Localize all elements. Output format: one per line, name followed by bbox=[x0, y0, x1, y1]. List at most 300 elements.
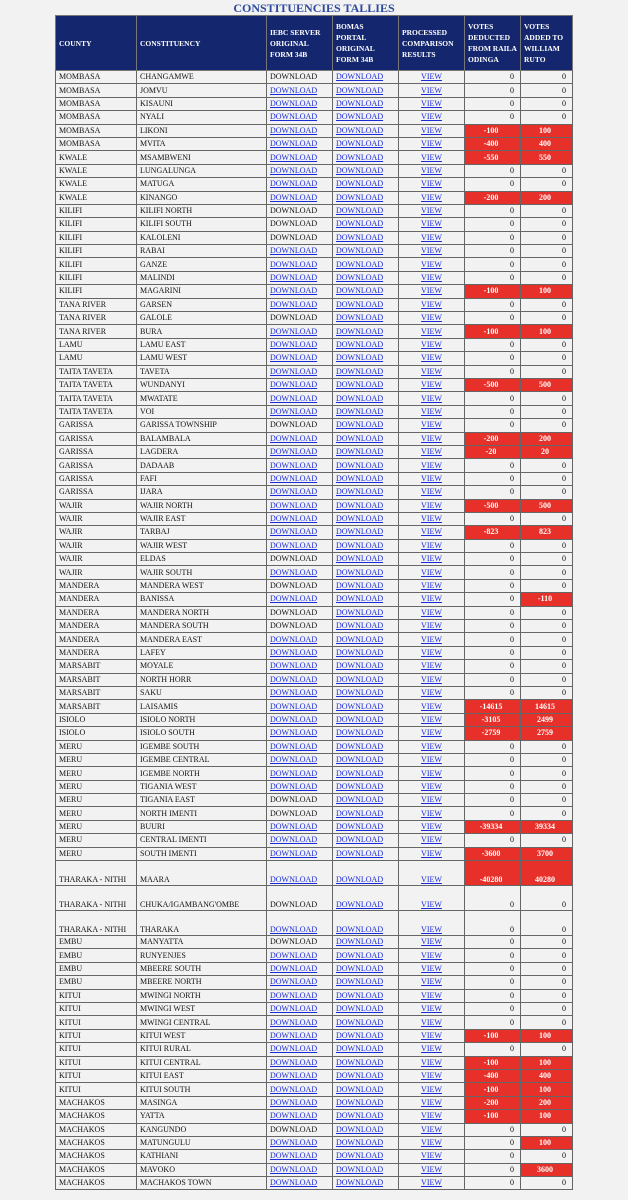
view-cell[interactable] bbox=[399, 633, 465, 646]
view-link[interactable]: VIEW bbox=[421, 808, 442, 818]
view-link[interactable]: VIEW bbox=[421, 554, 442, 564]
bomas-download-cell[interactable] bbox=[333, 1083, 399, 1096]
bomas-download-cell[interactable] bbox=[333, 285, 399, 298]
bomas-download-link[interactable]: DOWNLOAD bbox=[336, 165, 384, 175]
view-link[interactable]: VIEW bbox=[421, 447, 442, 457]
bomas-download-link[interactable]: DOWNLOAD bbox=[336, 232, 384, 242]
iebc-download-cell[interactable] bbox=[267, 352, 333, 365]
iebc-download-cell[interactable] bbox=[267, 767, 333, 780]
view-link[interactable]: VIEW bbox=[421, 937, 442, 947]
view-link[interactable]: VIEW bbox=[421, 72, 442, 82]
iebc-download-cell[interactable] bbox=[267, 164, 333, 177]
bomas-download-cell[interactable] bbox=[333, 606, 399, 619]
view-cell[interactable] bbox=[399, 727, 465, 740]
bomas-download-link[interactable]: DOWNLOAD bbox=[336, 990, 384, 1000]
iebc-download-link[interactable]: DOWNLOAD bbox=[270, 1178, 318, 1188]
view-link[interactable]: VIEW bbox=[421, 875, 442, 885]
view-link[interactable]: VIEW bbox=[421, 487, 442, 497]
bomas-download-link[interactable]: DOWNLOAD bbox=[336, 125, 384, 135]
bomas-download-link[interactable]: DOWNLOAD bbox=[336, 875, 384, 885]
bomas-download-cell[interactable] bbox=[333, 378, 399, 391]
view-link[interactable]: VIEW bbox=[421, 795, 442, 805]
bomas-download-link[interactable]: DOWNLOAD bbox=[336, 795, 384, 805]
bomas-download-link[interactable]: DOWNLOAD bbox=[336, 500, 384, 510]
bomas-download-link[interactable]: DOWNLOAD bbox=[336, 527, 384, 537]
bomas-download-cell[interactable] bbox=[333, 861, 399, 886]
bomas-download-cell[interactable] bbox=[333, 124, 399, 137]
bomas-download-link[interactable]: DOWNLOAD bbox=[336, 1017, 384, 1027]
view-link[interactable]: VIEW bbox=[421, 500, 442, 510]
iebc-download-cell[interactable] bbox=[267, 713, 333, 726]
bomas-download-link[interactable]: DOWNLOAD bbox=[336, 607, 384, 617]
view-cell[interactable] bbox=[399, 1003, 465, 1016]
view-cell[interactable] bbox=[399, 566, 465, 579]
view-cell[interactable] bbox=[399, 1150, 465, 1163]
view-cell[interactable] bbox=[399, 459, 465, 472]
bomas-download-cell[interactable] bbox=[333, 620, 399, 633]
view-cell[interactable] bbox=[399, 231, 465, 244]
view-cell[interactable] bbox=[399, 646, 465, 659]
view-cell[interactable] bbox=[399, 419, 465, 432]
iebc-download-cell[interactable] bbox=[267, 459, 333, 472]
bomas-download-link[interactable]: DOWNLOAD bbox=[336, 900, 384, 910]
bomas-download-cell[interactable] bbox=[333, 566, 399, 579]
view-cell[interactable] bbox=[399, 486, 465, 499]
iebc-download-cell[interactable] bbox=[267, 1136, 333, 1149]
iebc-download-link[interactable]: DOWNLOAD bbox=[270, 848, 318, 858]
iebc-download-link[interactable]: DOWNLOAD bbox=[270, 701, 318, 711]
bomas-download-cell[interactable] bbox=[333, 1163, 399, 1176]
iebc-download-cell[interactable] bbox=[267, 753, 333, 766]
view-cell[interactable] bbox=[399, 472, 465, 485]
view-cell[interactable] bbox=[399, 204, 465, 217]
bomas-download-link[interactable]: DOWNLOAD bbox=[336, 206, 384, 216]
view-link[interactable]: VIEW bbox=[421, 353, 442, 363]
bomas-download-link[interactable]: DOWNLOAD bbox=[336, 487, 384, 497]
view-link[interactable]: VIEW bbox=[421, 977, 442, 987]
view-link[interactable]: VIEW bbox=[421, 607, 442, 617]
view-cell[interactable] bbox=[399, 911, 465, 936]
view-link[interactable]: VIEW bbox=[421, 567, 442, 577]
bomas-download-cell[interactable] bbox=[333, 352, 399, 365]
iebc-download-cell[interactable] bbox=[267, 84, 333, 97]
bomas-download-cell[interactable] bbox=[333, 686, 399, 699]
bomas-download-cell[interactable] bbox=[333, 794, 399, 807]
bomas-download-cell[interactable] bbox=[333, 312, 399, 325]
view-link[interactable]: VIEW bbox=[421, 1111, 442, 1121]
view-cell[interactable] bbox=[399, 807, 465, 820]
iebc-download-link[interactable]: DOWNLOAD bbox=[270, 393, 318, 403]
iebc-download-cell[interactable] bbox=[267, 486, 333, 499]
view-cell[interactable] bbox=[399, 512, 465, 525]
bomas-download-cell[interactable] bbox=[333, 593, 399, 606]
bomas-download-link[interactable]: DOWNLOAD bbox=[336, 514, 384, 524]
iebc-download-cell[interactable] bbox=[267, 1029, 333, 1042]
view-cell[interactable] bbox=[399, 962, 465, 975]
iebc-download-link[interactable]: DOWNLOAD bbox=[270, 125, 318, 135]
iebc-download-cell[interactable] bbox=[267, 593, 333, 606]
view-link[interactable]: VIEW bbox=[421, 1071, 442, 1081]
iebc-download-link[interactable]: DOWNLOAD bbox=[270, 299, 318, 309]
view-cell[interactable] bbox=[399, 191, 465, 204]
iebc-download-cell[interactable] bbox=[267, 989, 333, 1002]
bomas-download-link[interactable]: DOWNLOAD bbox=[336, 72, 384, 82]
bomas-download-link[interactable]: DOWNLOAD bbox=[336, 594, 384, 604]
bomas-download-link[interactable]: DOWNLOAD bbox=[336, 781, 384, 791]
iebc-download-link[interactable]: DOWNLOAD bbox=[270, 353, 318, 363]
view-cell[interactable] bbox=[399, 245, 465, 258]
bomas-download-link[interactable]: DOWNLOAD bbox=[336, 1084, 384, 1094]
view-link[interactable]: VIEW bbox=[421, 420, 442, 430]
iebc-download-link[interactable]: DOWNLOAD bbox=[270, 165, 318, 175]
iebc-download-link[interactable]: DOWNLOAD bbox=[270, 366, 318, 376]
iebc-download-cell[interactable] bbox=[267, 633, 333, 646]
iebc-download-cell[interactable] bbox=[267, 962, 333, 975]
iebc-download-link[interactable]: DOWNLOAD bbox=[270, 326, 318, 336]
bomas-download-link[interactable]: DOWNLOAD bbox=[336, 567, 384, 577]
iebc-download-link[interactable]: DOWNLOAD bbox=[270, 990, 318, 1000]
view-cell[interactable] bbox=[399, 1096, 465, 1109]
view-cell[interactable] bbox=[399, 271, 465, 284]
view-link[interactable]: VIEW bbox=[421, 701, 442, 711]
view-link[interactable]: VIEW bbox=[421, 1044, 442, 1054]
iebc-download-link[interactable]: DOWNLOAD bbox=[270, 460, 318, 470]
bomas-download-link[interactable]: DOWNLOAD bbox=[336, 848, 384, 858]
view-cell[interactable] bbox=[399, 1163, 465, 1176]
iebc-download-cell[interactable] bbox=[267, 1016, 333, 1029]
bomas-download-cell[interactable] bbox=[333, 231, 399, 244]
view-link[interactable]: VIEW bbox=[421, 1124, 442, 1134]
bomas-download-link[interactable]: DOWNLOAD bbox=[336, 460, 384, 470]
view-cell[interactable] bbox=[399, 976, 465, 989]
bomas-download-cell[interactable] bbox=[333, 392, 399, 405]
bomas-download-link[interactable]: DOWNLOAD bbox=[336, 701, 384, 711]
view-link[interactable]: VIEW bbox=[421, 1004, 442, 1014]
iebc-download-link[interactable]: DOWNLOAD bbox=[270, 594, 318, 604]
bomas-download-link[interactable]: DOWNLOAD bbox=[336, 246, 384, 256]
view-link[interactable]: VIEW bbox=[421, 674, 442, 684]
iebc-download-cell[interactable] bbox=[267, 191, 333, 204]
view-link[interactable]: VIEW bbox=[421, 273, 442, 283]
view-cell[interactable] bbox=[399, 1177, 465, 1190]
bomas-download-link[interactable]: DOWNLOAD bbox=[336, 540, 384, 550]
view-link[interactable]: VIEW bbox=[421, 647, 442, 657]
view-cell[interactable] bbox=[399, 936, 465, 949]
bomas-download-cell[interactable] bbox=[333, 976, 399, 989]
bomas-download-cell[interactable] bbox=[333, 553, 399, 566]
bomas-download-cell[interactable] bbox=[333, 405, 399, 418]
view-cell[interactable] bbox=[399, 526, 465, 539]
bomas-download-cell[interactable] bbox=[333, 191, 399, 204]
bomas-download-link[interactable]: DOWNLOAD bbox=[336, 1030, 384, 1040]
iebc-download-link[interactable]: DOWNLOAD bbox=[270, 674, 318, 684]
iebc-download-cell[interactable] bbox=[267, 847, 333, 860]
view-cell[interactable] bbox=[399, 660, 465, 673]
iebc-download-link[interactable]: DOWNLOAD bbox=[270, 634, 318, 644]
view-link[interactable]: VIEW bbox=[421, 848, 442, 858]
view-cell[interactable] bbox=[399, 312, 465, 325]
iebc-download-link[interactable]: DOWNLOAD bbox=[270, 822, 318, 832]
iebc-download-cell[interactable] bbox=[267, 820, 333, 833]
bomas-download-link[interactable]: DOWNLOAD bbox=[336, 1151, 384, 1161]
view-link[interactable]: VIEW bbox=[421, 393, 442, 403]
bomas-download-cell[interactable] bbox=[333, 579, 399, 592]
view-link[interactable]: VIEW bbox=[421, 1084, 442, 1094]
iebc-download-cell[interactable] bbox=[267, 285, 333, 298]
bomas-download-link[interactable]: DOWNLOAD bbox=[336, 112, 384, 122]
bomas-download-cell[interactable] bbox=[333, 911, 399, 936]
bomas-download-link[interactable]: DOWNLOAD bbox=[336, 1057, 384, 1067]
iebc-download-cell[interactable] bbox=[267, 111, 333, 124]
view-cell[interactable] bbox=[399, 886, 465, 911]
view-cell[interactable] bbox=[399, 258, 465, 271]
bomas-download-link[interactable]: DOWNLOAD bbox=[336, 977, 384, 987]
iebc-download-cell[interactable] bbox=[267, 660, 333, 673]
bomas-download-link[interactable]: DOWNLOAD bbox=[336, 661, 384, 671]
iebc-download-link[interactable]: DOWNLOAD bbox=[270, 500, 318, 510]
bomas-download-cell[interactable] bbox=[333, 753, 399, 766]
bomas-download-link[interactable]: DOWNLOAD bbox=[336, 85, 384, 95]
view-link[interactable]: VIEW bbox=[421, 139, 442, 149]
iebc-download-link[interactable]: DOWNLOAD bbox=[270, 112, 318, 122]
bomas-download-cell[interactable] bbox=[333, 258, 399, 271]
iebc-download-link[interactable]: DOWNLOAD bbox=[270, 781, 318, 791]
view-link[interactable]: VIEW bbox=[421, 380, 442, 390]
view-link[interactable]: VIEW bbox=[421, 768, 442, 778]
bomas-download-cell[interactable] bbox=[333, 97, 399, 110]
iebc-download-link[interactable]: DOWNLOAD bbox=[270, 755, 318, 765]
bomas-download-link[interactable]: DOWNLOAD bbox=[336, 286, 384, 296]
iebc-download-link[interactable]: DOWNLOAD bbox=[270, 192, 318, 202]
bomas-download-link[interactable]: DOWNLOAD bbox=[336, 1111, 384, 1121]
view-link[interactable]: VIEW bbox=[421, 246, 442, 256]
view-cell[interactable] bbox=[399, 1123, 465, 1136]
iebc-download-cell[interactable] bbox=[267, 834, 333, 847]
iebc-download-cell[interactable] bbox=[267, 646, 333, 659]
bomas-download-link[interactable]: DOWNLOAD bbox=[336, 1178, 384, 1188]
iebc-download-link[interactable]: DOWNLOAD bbox=[270, 1164, 318, 1174]
iebc-download-link[interactable]: DOWNLOAD bbox=[270, 647, 318, 657]
bomas-download-cell[interactable] bbox=[333, 727, 399, 740]
iebc-download-link[interactable]: DOWNLOAD bbox=[270, 152, 318, 162]
iebc-download-link[interactable]: DOWNLOAD bbox=[270, 1111, 318, 1121]
view-cell[interactable] bbox=[399, 124, 465, 137]
view-cell[interactable] bbox=[399, 151, 465, 164]
iebc-download-link[interactable]: DOWNLOAD bbox=[270, 514, 318, 524]
view-link[interactable]: VIEW bbox=[421, 286, 442, 296]
view-cell[interactable] bbox=[399, 1083, 465, 1096]
view-cell[interactable] bbox=[399, 285, 465, 298]
bomas-download-cell[interactable] bbox=[333, 807, 399, 820]
view-link[interactable]: VIEW bbox=[421, 714, 442, 724]
view-link[interactable]: VIEW bbox=[421, 473, 442, 483]
bomas-download-cell[interactable] bbox=[333, 526, 399, 539]
bomas-download-cell[interactable] bbox=[333, 1177, 399, 1190]
bomas-download-link[interactable]: DOWNLOAD bbox=[336, 621, 384, 631]
bomas-download-cell[interactable] bbox=[333, 673, 399, 686]
view-link[interactable]: VIEW bbox=[421, 540, 442, 550]
bomas-download-link[interactable]: DOWNLOAD bbox=[336, 273, 384, 283]
view-cell[interactable] bbox=[399, 378, 465, 391]
bomas-download-cell[interactable] bbox=[333, 539, 399, 552]
iebc-download-link[interactable]: DOWNLOAD bbox=[270, 1017, 318, 1027]
view-link[interactable]: VIEW bbox=[421, 594, 442, 604]
bomas-download-link[interactable]: DOWNLOAD bbox=[336, 768, 384, 778]
bomas-download-link[interactable]: DOWNLOAD bbox=[336, 647, 384, 657]
view-cell[interactable] bbox=[399, 700, 465, 713]
view-cell[interactable] bbox=[399, 767, 465, 780]
iebc-download-cell[interactable] bbox=[267, 432, 333, 445]
iebc-download-cell[interactable] bbox=[267, 1177, 333, 1190]
iebc-download-cell[interactable] bbox=[267, 539, 333, 552]
bomas-download-cell[interactable] bbox=[333, 472, 399, 485]
view-link[interactable]: VIEW bbox=[421, 900, 442, 910]
bomas-download-link[interactable]: DOWNLOAD bbox=[336, 366, 384, 376]
bomas-download-link[interactable]: DOWNLOAD bbox=[336, 741, 384, 751]
iebc-download-link[interactable]: DOWNLOAD bbox=[270, 688, 318, 698]
view-cell[interactable] bbox=[399, 989, 465, 1002]
iebc-download-cell[interactable] bbox=[267, 124, 333, 137]
iebc-download-cell[interactable] bbox=[267, 472, 333, 485]
bomas-download-link[interactable]: DOWNLOAD bbox=[336, 406, 384, 416]
view-link[interactable]: VIEW bbox=[421, 950, 442, 960]
iebc-download-link[interactable]: DOWNLOAD bbox=[270, 340, 318, 349]
iebc-download-link[interactable]: DOWNLOAD bbox=[270, 447, 318, 457]
bomas-download-cell[interactable] bbox=[333, 1056, 399, 1069]
view-link[interactable]: VIEW bbox=[421, 125, 442, 135]
bomas-download-cell[interactable] bbox=[333, 499, 399, 512]
view-link[interactable]: VIEW bbox=[421, 1164, 442, 1174]
view-cell[interactable] bbox=[399, 84, 465, 97]
iebc-download-link[interactable]: DOWNLOAD bbox=[270, 246, 318, 256]
iebc-download-link[interactable]: DOWNLOAD bbox=[270, 977, 318, 987]
view-link[interactable]: VIEW bbox=[421, 964, 442, 974]
view-cell[interactable] bbox=[399, 579, 465, 592]
view-cell[interactable] bbox=[399, 620, 465, 633]
bomas-download-cell[interactable] bbox=[333, 84, 399, 97]
bomas-download-link[interactable]: DOWNLOAD bbox=[336, 950, 384, 960]
iebc-download-cell[interactable] bbox=[267, 727, 333, 740]
bomas-download-link[interactable]: DOWNLOAD bbox=[336, 1124, 384, 1134]
iebc-download-link[interactable]: DOWNLOAD bbox=[270, 1030, 318, 1040]
bomas-download-cell[interactable] bbox=[333, 780, 399, 793]
bomas-download-cell[interactable] bbox=[333, 1003, 399, 1016]
bomas-download-link[interactable]: DOWNLOAD bbox=[336, 98, 384, 108]
bomas-download-cell[interactable] bbox=[333, 245, 399, 258]
iebc-download-link[interactable]: DOWNLOAD bbox=[270, 1071, 318, 1081]
iebc-download-cell[interactable] bbox=[267, 1150, 333, 1163]
view-cell[interactable] bbox=[399, 593, 465, 606]
view-cell[interactable] bbox=[399, 1136, 465, 1149]
view-link[interactable]: VIEW bbox=[421, 313, 442, 323]
iebc-download-cell[interactable] bbox=[267, 271, 333, 284]
bomas-download-cell[interactable] bbox=[333, 847, 399, 860]
iebc-download-cell[interactable] bbox=[267, 1110, 333, 1123]
bomas-download-link[interactable]: DOWNLOAD bbox=[336, 326, 384, 336]
iebc-download-cell[interactable] bbox=[267, 365, 333, 378]
bomas-download-link[interactable]: DOWNLOAD bbox=[336, 1044, 384, 1054]
view-link[interactable]: VIEW bbox=[421, 755, 442, 765]
view-link[interactable]: VIEW bbox=[421, 990, 442, 1000]
iebc-download-link[interactable]: DOWNLOAD bbox=[270, 540, 318, 550]
bomas-download-link[interactable]: DOWNLOAD bbox=[336, 674, 384, 684]
bomas-download-cell[interactable] bbox=[333, 151, 399, 164]
bomas-download-cell[interactable] bbox=[333, 1069, 399, 1082]
view-link[interactable]: VIEW bbox=[421, 326, 442, 336]
bomas-download-link[interactable]: DOWNLOAD bbox=[336, 714, 384, 724]
iebc-download-cell[interactable] bbox=[267, 405, 333, 418]
bomas-download-link[interactable]: DOWNLOAD bbox=[336, 152, 384, 162]
view-cell[interactable] bbox=[399, 71, 465, 84]
view-cell[interactable] bbox=[399, 325, 465, 338]
iebc-download-cell[interactable] bbox=[267, 780, 333, 793]
view-link[interactable]: VIEW bbox=[421, 206, 442, 216]
view-cell[interactable] bbox=[399, 352, 465, 365]
iebc-download-cell[interactable] bbox=[267, 1056, 333, 1069]
bomas-download-link[interactable]: DOWNLOAD bbox=[336, 393, 384, 403]
view-link[interactable]: VIEW bbox=[421, 259, 442, 269]
bomas-download-link[interactable]: DOWNLOAD bbox=[336, 755, 384, 765]
iebc-download-cell[interactable] bbox=[267, 325, 333, 338]
bomas-download-cell[interactable] bbox=[333, 1016, 399, 1029]
bomas-download-link[interactable]: DOWNLOAD bbox=[336, 925, 384, 935]
bomas-download-cell[interactable] bbox=[333, 834, 399, 847]
iebc-download-cell[interactable] bbox=[267, 512, 333, 525]
iebc-download-cell[interactable] bbox=[267, 566, 333, 579]
bomas-download-link[interactable]: DOWNLOAD bbox=[336, 1138, 384, 1148]
iebc-download-cell[interactable] bbox=[267, 1043, 333, 1056]
view-cell[interactable] bbox=[399, 673, 465, 686]
bomas-download-link[interactable]: DOWNLOAD bbox=[336, 299, 384, 309]
iebc-download-link[interactable]: DOWNLOAD bbox=[270, 380, 318, 390]
bomas-download-link[interactable]: DOWNLOAD bbox=[336, 1164, 384, 1174]
iebc-download-cell[interactable] bbox=[267, 258, 333, 271]
bomas-download-cell[interactable] bbox=[333, 767, 399, 780]
view-cell[interactable] bbox=[399, 686, 465, 699]
view-cell[interactable] bbox=[399, 137, 465, 150]
bomas-download-link[interactable]: DOWNLOAD bbox=[336, 634, 384, 644]
bomas-download-link[interactable]: DOWNLOAD bbox=[336, 822, 384, 832]
bomas-download-link[interactable]: DOWNLOAD bbox=[336, 554, 384, 564]
iebc-download-link[interactable]: DOWNLOAD bbox=[270, 85, 318, 95]
bomas-download-cell[interactable] bbox=[333, 700, 399, 713]
iebc-download-cell[interactable] bbox=[267, 861, 333, 886]
view-link[interactable]: VIEW bbox=[421, 688, 442, 698]
view-cell[interactable] bbox=[399, 405, 465, 418]
view-cell[interactable] bbox=[399, 392, 465, 405]
bomas-download-link[interactable]: DOWNLOAD bbox=[336, 380, 384, 390]
bomas-download-cell[interactable] bbox=[333, 1136, 399, 1149]
iebc-download-link[interactable]: DOWNLOAD bbox=[270, 527, 318, 537]
view-link[interactable]: VIEW bbox=[421, 1017, 442, 1027]
iebc-download-link[interactable]: DOWNLOAD bbox=[270, 433, 318, 443]
bomas-download-link[interactable]: DOWNLOAD bbox=[336, 353, 384, 363]
bomas-download-cell[interactable] bbox=[333, 886, 399, 911]
bomas-download-cell[interactable] bbox=[333, 178, 399, 191]
bomas-download-link[interactable]: DOWNLOAD bbox=[336, 447, 384, 457]
iebc-download-cell[interactable] bbox=[267, 178, 333, 191]
view-cell[interactable] bbox=[399, 445, 465, 458]
view-cell[interactable] bbox=[399, 713, 465, 726]
view-cell[interactable] bbox=[399, 553, 465, 566]
iebc-download-cell[interactable] bbox=[267, 499, 333, 512]
iebc-download-cell[interactable] bbox=[267, 740, 333, 753]
view-link[interactable]: VIEW bbox=[421, 460, 442, 470]
view-link[interactable]: VIEW bbox=[421, 728, 442, 738]
bomas-download-cell[interactable] bbox=[333, 445, 399, 458]
bomas-download-cell[interactable] bbox=[333, 164, 399, 177]
view-link[interactable]: VIEW bbox=[421, 232, 442, 242]
